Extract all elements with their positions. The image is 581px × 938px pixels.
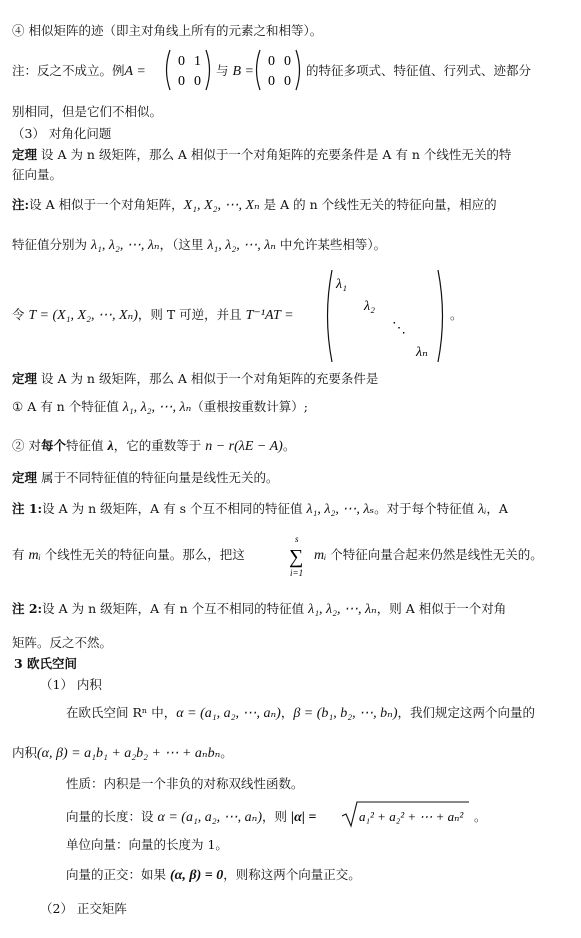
note-1-continuation: [12, 546, 245, 565]
inner-product-post: 。: [220, 745, 233, 760]
note-1-post: ，A: [486, 501, 508, 516]
diag-dots: ⋱: [392, 321, 406, 336]
note-counterexample-line: [12, 62, 146, 81]
T-pre: 令: [12, 307, 29, 322]
theorem-1-continuation: 征向量。: [12, 167, 63, 182]
matrix-A-cell: 0: [194, 74, 201, 89]
note-1-pre: 设 A 为 n 级矩阵，A 有 s 个互不相同的特征值: [42, 501, 307, 516]
note-mid: [216, 62, 254, 81]
length-alpha-math: α = (a₁, a₂, ⋯, aₙ): [157, 810, 263, 825]
diagonal-matrix: [324, 268, 448, 364]
orthogonal-line: [66, 866, 361, 885]
note-1-continuation-post: [314, 546, 543, 565]
matrix-B-cell: 0: [284, 54, 291, 69]
circled-number-4: ④: [12, 23, 25, 38]
circled-number-2: ②: [12, 438, 25, 453]
multiplicity-math: n − r(λE − A): [205, 439, 283, 454]
matrix-B-cell: 0: [268, 74, 275, 89]
euclidean-def-line: [66, 704, 535, 723]
sum-upper: s: [295, 534, 299, 544]
theorem-2-text: 设 A 为 n 级矩阵，那么 A 相似于一个对角矩阵的充要条件是: [37, 371, 379, 386]
orth-pre: 向量的正交：如果: [66, 867, 170, 882]
length-mid: ，则: [262, 809, 291, 824]
subsection-orthogonal-matrix: （2） 正交矩阵: [40, 901, 127, 916]
note-1-math-2: λᵢ: [478, 502, 487, 517]
theorem-label: 定理: [12, 147, 38, 162]
length-pre: 向量的长度：设: [66, 809, 158, 824]
condition-1-line: [12, 398, 308, 417]
matrix-A-cell: 0: [178, 74, 185, 89]
eigenvalue-line: [12, 236, 386, 255]
inner-product-pre: 内积: [12, 745, 38, 760]
note-post-text: 的特征多项式、特征值、行列式、迹都分: [306, 63, 532, 78]
condition-1-pre: A 有 n 个特征值: [27, 399, 123, 414]
note-1c-math-1: mᵢ: [28, 548, 41, 563]
matrix-A-cell: 0: [178, 54, 185, 69]
matrix-B-cell: 0: [268, 54, 275, 69]
orth-math: (α, β) = 0: [169, 868, 224, 883]
note-1c-mid: 个线性无关的特征向量。那么，把这: [40, 547, 245, 562]
property-4-text: 相似矩阵的迹（即主对角线上所有的元素之和相等）。: [28, 23, 323, 38]
eigenvalue-post: 中允许某些相等）。: [275, 237, 387, 252]
note-2-label: 注 2:: [12, 601, 43, 616]
sum-lower: i=1: [290, 568, 304, 578]
theorem-2-line: [12, 370, 378, 388]
lambda-math: λ: [107, 439, 114, 454]
theorem-3-line: [12, 469, 279, 487]
condition-2-line: [12, 437, 295, 456]
matrix-A: [162, 48, 214, 92]
section-diagonalization-heading: （3） 对角化问题: [12, 126, 112, 141]
sum-sign: ∑: [289, 546, 304, 568]
euclid-mid: ，: [280, 705, 294, 720]
matrix-B-label: B =: [232, 64, 254, 79]
note-1-line: [12, 500, 508, 519]
condition-2-mid2: ，它的重数等于: [113, 438, 206, 453]
note-1c-post: 个特征向量合起来仍然是线性无关的。: [326, 547, 543, 562]
unit-vector-line: 单位向量：向量的长度为 1。: [66, 837, 228, 852]
note-1-mid: 。对于每个特征值: [374, 501, 479, 516]
diag-entry-1: λ₁: [336, 277, 347, 292]
alpha-def-math: α = (a₁, a₂, ⋯, aₙ): [176, 706, 281, 721]
T-post-text: 。: [450, 307, 463, 322]
eigenvalue-mid: ，（这里: [159, 237, 208, 252]
condition-2-mid: 特征值: [66, 438, 108, 453]
diag-entry-n: λₙ: [416, 345, 428, 360]
eigenvalue-list-math: λ₁, λ₂, ⋯, λₙ: [90, 238, 160, 253]
subsection-inner-product: （1） 内积: [40, 677, 102, 692]
inner-product-math: (α, β) = a₁b₁ + a₂b₂ + ⋯ + aₙbₙ: [37, 746, 221, 761]
note-2-pre: 设 A 为 n 级矩阵，A 有 n 个互不相同的特征值: [42, 601, 309, 616]
note-1c-pre: 有: [12, 547, 29, 562]
note-2-math: λ₁, λ₂, ⋯, λₙ: [308, 602, 377, 617]
note-1-label: 注 1:: [12, 501, 43, 516]
euclid-post: ，我们规定这两个向量的: [397, 705, 535, 720]
note-1c-math-2: mᵢ: [314, 548, 327, 563]
orth-post: ，则称这两个向量正交。: [223, 867, 361, 882]
eigenvalue-list-math-2: λ₁, λ₂, ⋯, λₙ: [207, 238, 276, 253]
eigenvalue-pre: 特征值分别为: [12, 237, 91, 252]
beta-def-math: β = (b₁, b₂, ⋯, bₙ): [293, 706, 398, 721]
vector-length-line: [66, 808, 316, 827]
summation-symbol: [286, 533, 310, 579]
note-post: [306, 62, 531, 80]
note-continuation: 别相同，但是它们不相似。: [12, 104, 163, 119]
T-mid: ，则 T 可逆，并且: [137, 307, 246, 322]
T-post: [450, 306, 463, 324]
eigvec-list-math: X₁, X₂, ⋯, Xₙ: [183, 198, 260, 213]
theorem-1-text: 设 A 为 n 级矩阵，那么 A 相似于一个对角矩阵的充要条件是 A 有 n 个线性无关的特: [37, 147, 512, 162]
matrix-B-cell: 0: [284, 74, 291, 89]
diag-entry-2: λ₂: [364, 299, 375, 314]
note-eigvec-pre: 设 A 相似于一个对角矩阵，: [29, 197, 184, 212]
condition-2-pre: 对: [28, 438, 42, 453]
note-2-continuation: 矩阵。反之不然。: [12, 635, 113, 650]
T-inverse-AT-math: T⁻¹AT =: [245, 308, 294, 323]
note-label: 注:: [12, 197, 30, 212]
condition-1-math: λ₁, λ₂, ⋯, λₙ: [122, 400, 192, 415]
theorem-1-line: [12, 146, 511, 164]
note-2-line: [12, 600, 506, 619]
note-eigvec-line: [12, 196, 497, 215]
section-euclidean-heading: 3 欧氏空间: [14, 656, 78, 671]
condition-1-post: （重根按重数计算）;: [191, 399, 309, 414]
note-pre: 注：反之不成立。例: [12, 63, 125, 78]
T-definition-line: [12, 306, 294, 325]
inner-product-formula-line: [12, 744, 233, 763]
condition-2-bold: 每个: [41, 438, 67, 453]
circled-number-1: ①: [12, 399, 24, 414]
length-post: 。: [474, 809, 487, 824]
sqrt-sign: [341, 800, 471, 828]
matrix-A-label: A =: [124, 64, 146, 79]
condition-2-post: 。: [282, 438, 296, 453]
property-4-line: [12, 22, 322, 40]
vector-length-post: [474, 808, 487, 826]
matrix-A-cell: 1: [194, 54, 201, 69]
note-mid-text: 与: [216, 63, 229, 78]
theorem-label: 定理: [12, 470, 38, 485]
radicand-math: a₁² + a₂² + ⋯ + aₙ²: [359, 809, 464, 824]
property-line: 性质：内积是一个非负的对称双线性函数。: [66, 776, 304, 791]
matrix-B: [252, 48, 304, 92]
T-definition-math: T = (X₁, X₂, ⋯, Xₙ): [28, 308, 138, 323]
norm-math: |α| =: [291, 810, 317, 825]
note-1-math-1: λ₁, λ₂, ⋯, λₛ: [306, 502, 375, 517]
note-2-post: ，则 A 相似于一个对角: [376, 601, 507, 616]
euclid-pre: 在欧氏空间 Rⁿ 中，: [66, 705, 177, 720]
theorem-3-text: 属于不同特征值的特征向量是线性无关的。: [37, 470, 279, 485]
theorem-label: 定理: [12, 371, 38, 386]
note-eigvec-post: 是 A 的 n 个线性无关的特征向量，相应的: [259, 197, 497, 212]
